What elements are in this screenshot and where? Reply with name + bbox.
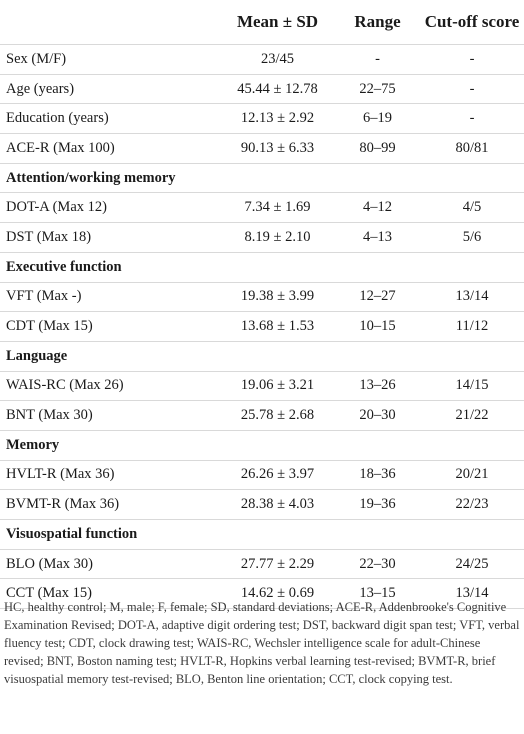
cell-range: 4–13 (335, 223, 420, 253)
table-header (0, 0, 524, 45)
row-label: ACE-R (Max 100) (0, 134, 220, 164)
header-range: Range (335, 0, 420, 45)
row-label: CDT (Max 15) (0, 312, 220, 342)
cell-range: 13–26 (335, 371, 420, 401)
section-header-row (0, 430, 524, 460)
cell-cutoff: 13/14 (420, 282, 524, 312)
cell-mean-sd: 8.19 ± 2.10 (220, 223, 335, 253)
row-label: VFT (Max -) (0, 282, 220, 312)
cell-range: - (335, 45, 420, 75)
table-row (0, 371, 524, 401)
header-label-column (0, 0, 220, 45)
cell-cutoff: - (420, 45, 524, 75)
header-mean-sd: Mean ± SD (220, 0, 335, 45)
table-body (0, 45, 524, 609)
cell-range: 13–15 (335, 579, 420, 609)
cell-mean-sd: 13.68 ± 1.53 (220, 312, 335, 342)
cell-range: 4–12 (335, 193, 420, 223)
cell-cutoff: 20/21 (420, 460, 524, 490)
row-label: BLO (Max 30) (0, 549, 220, 579)
cell-range: 18–36 (335, 460, 420, 490)
cell-cutoff: 5/6 (420, 223, 524, 253)
cell-mean-sd: 28.38 ± 4.03 (220, 490, 335, 520)
cell-mean-sd: 90.13 ± 6.33 (220, 134, 335, 164)
table-row (0, 460, 524, 490)
cell-cutoff: 22/23 (420, 490, 524, 520)
cell-range: 22–30 (335, 549, 420, 579)
cell-cutoff: 21/22 (420, 401, 524, 431)
cell-mean-sd: 26.26 ± 3.97 (220, 460, 335, 490)
table-row (0, 549, 524, 579)
row-label: BNT (Max 30) (0, 401, 220, 431)
header-row (0, 0, 524, 45)
cell-range: 19–36 (335, 490, 420, 520)
row-label: DST (Max 18) (0, 223, 220, 253)
cell-range: 80–99 (335, 134, 420, 164)
cell-range: 6–19 (335, 104, 420, 134)
section-title: Attention/working memory (0, 163, 524, 193)
row-label: WAIS-RC (Max 26) (0, 371, 220, 401)
cell-mean-sd: 19.06 ± 3.21 (220, 371, 335, 401)
table-row (0, 74, 524, 104)
cell-mean-sd: 7.34 ± 1.69 (220, 193, 335, 223)
table-row (0, 104, 524, 134)
table-row (0, 45, 524, 75)
table-row (0, 134, 524, 164)
section-title: Executive function (0, 252, 524, 282)
cell-mean-sd: 12.13 ± 2.92 (220, 104, 335, 134)
table-row (0, 223, 524, 253)
table-row (0, 312, 524, 342)
section-header-row (0, 163, 524, 193)
table-footnote: HC, healthy control; M, male; F, female; SD, standard deviations; ACE-R, Addenbrooke's Cognitive Examination Revised; DOT-A, adaptive digit ordering test; DST, backward digit span test; VFT, verbal fluency test; CDT, clock drawing test; WAIS-RC, Wechsler intelligence scale for adult-Chinese revised; BNT, Boston naming test; HVLT-R, Hopkins verbal learning test-revised; BVMT-R, brief visuospatial memory test-revised; BLO, Benton line orientation; CCT, clock copying test. (4, 600, 520, 686)
cell-mean-sd: 19.38 ± 3.99 (220, 282, 335, 312)
cell-range: 12–27 (335, 282, 420, 312)
row-label: Age (years) (0, 74, 220, 104)
cell-mean-sd: 45.44 ± 12.78 (220, 74, 335, 104)
cell-mean-sd: 23/45 (220, 45, 335, 75)
section-title: Visuospatial function (0, 520, 524, 550)
table-row (0, 490, 524, 520)
table-row (0, 401, 524, 431)
header-cutoff-score: Cut-off score (420, 0, 524, 45)
row-label: Education (years) (0, 104, 220, 134)
cell-mean-sd: 27.77 ± 2.29 (220, 549, 335, 579)
section-header-row (0, 252, 524, 282)
cell-cutoff: - (420, 104, 524, 134)
section-header-row (0, 341, 524, 371)
cell-mean-sd: 25.78 ± 2.68 (220, 401, 335, 431)
cell-range: 20–30 (335, 401, 420, 431)
row-label: Sex (M/F) (0, 45, 220, 75)
cell-cutoff: 14/15 (420, 371, 524, 401)
cell-cutoff: 13/14 (420, 579, 524, 609)
section-header-row (0, 520, 524, 550)
row-label: DOT-A (Max 12) (0, 193, 220, 223)
row-label: HVLT-R (Max 36) (0, 460, 220, 490)
row-label: CCT (Max 15) (0, 579, 220, 609)
table-row (0, 282, 524, 312)
section-title: Language (0, 341, 524, 371)
cell-cutoff: 24/25 (420, 549, 524, 579)
table-row (0, 193, 524, 223)
row-label: BVMT-R (Max 36) (0, 490, 220, 520)
cell-cutoff: - (420, 74, 524, 104)
cell-mean-sd: 14.62 ± 0.69 (220, 579, 335, 609)
cell-range: 10–15 (335, 312, 420, 342)
cell-cutoff: 11/12 (420, 312, 524, 342)
cell-cutoff: 4/5 (420, 193, 524, 223)
section-title: Memory (0, 430, 524, 460)
cell-cutoff: 80/81 (420, 134, 524, 164)
cell-range: 22–75 (335, 74, 420, 104)
